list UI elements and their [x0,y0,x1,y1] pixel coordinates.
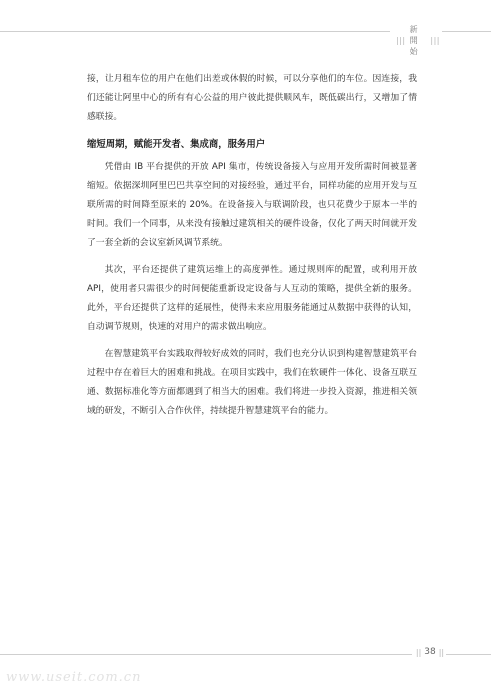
running-header [396,24,440,57]
footer-divider-icon: || [415,647,422,657]
header-divider-icon: ||| [396,36,406,45]
paragraph: 凭借由 IB 平台提供的开放 API 集市，传统设备接入与应用开发所需时间被显著缩短。依据深圳阿里巴巴共享空间的对接经验，通过平台，同样功能的应用开发与互联所需的时间降至原来的 20%。在设备接入与联调阶段，也只花费少于原本一半的时间。我们一个同事，从来没有接触过建筑相关的硬件设备，仅化了两天时间就开发了一套全新的会议室新风调节系统。 [87,162,417,248]
footer-rule-left [0,654,412,655]
footer-divider-icon: || [438,647,445,657]
paragraph-continuation: 接，让月租车位的用户在他们出差或休假的时候，可以分享他们的车位。因连接，我们还能让阿里中心的所有有心公益的用户彼此提供顺风车，既低碳出行，又增加了情感联接。 [87,74,417,122]
header-rule-right [442,31,491,32]
page-number [414,647,446,657]
watermark: www.useit.com.cn [6,670,142,685]
page-number-value: 38 [424,647,436,657]
section-heading: 缩短周期，赋能开发者、集成商，服务用户 [87,139,266,150]
footer-rule-right [446,654,491,655]
section-title: 新開始 [409,25,419,56]
article-body [87,70,417,429]
header-divider-icon: ||| [430,36,440,45]
paragraph: 在智慧建筑平台实践取得较好成效的同时，我们也充分认识到构建智慧建筑平台过程中存在着巨大的困难和挑战。在项目实践中，我们在软硬件一体化、设备互联互通、数据标准化等方面都遇到了相当大的困难。我们将进一步投入资源，推进相关领域的研发，不断引入合作伙伴，持续提升智慧建筑平台的能力。 [87,349,417,416]
header-rule-left [0,31,390,32]
paragraph: 其次，平台还提供了建筑运维上的高度弹性。通过规则库的配置，或利用开放 API，使用者只需很少的时间便能重新设定设备与人互动的策略，提供全新的服务。此外，平台还提供了这样的延展性，使得未来应用服务能通过从数据中获得的认知，自动调节规则，快速的对用户的需求做出响应。 [87,265,417,332]
